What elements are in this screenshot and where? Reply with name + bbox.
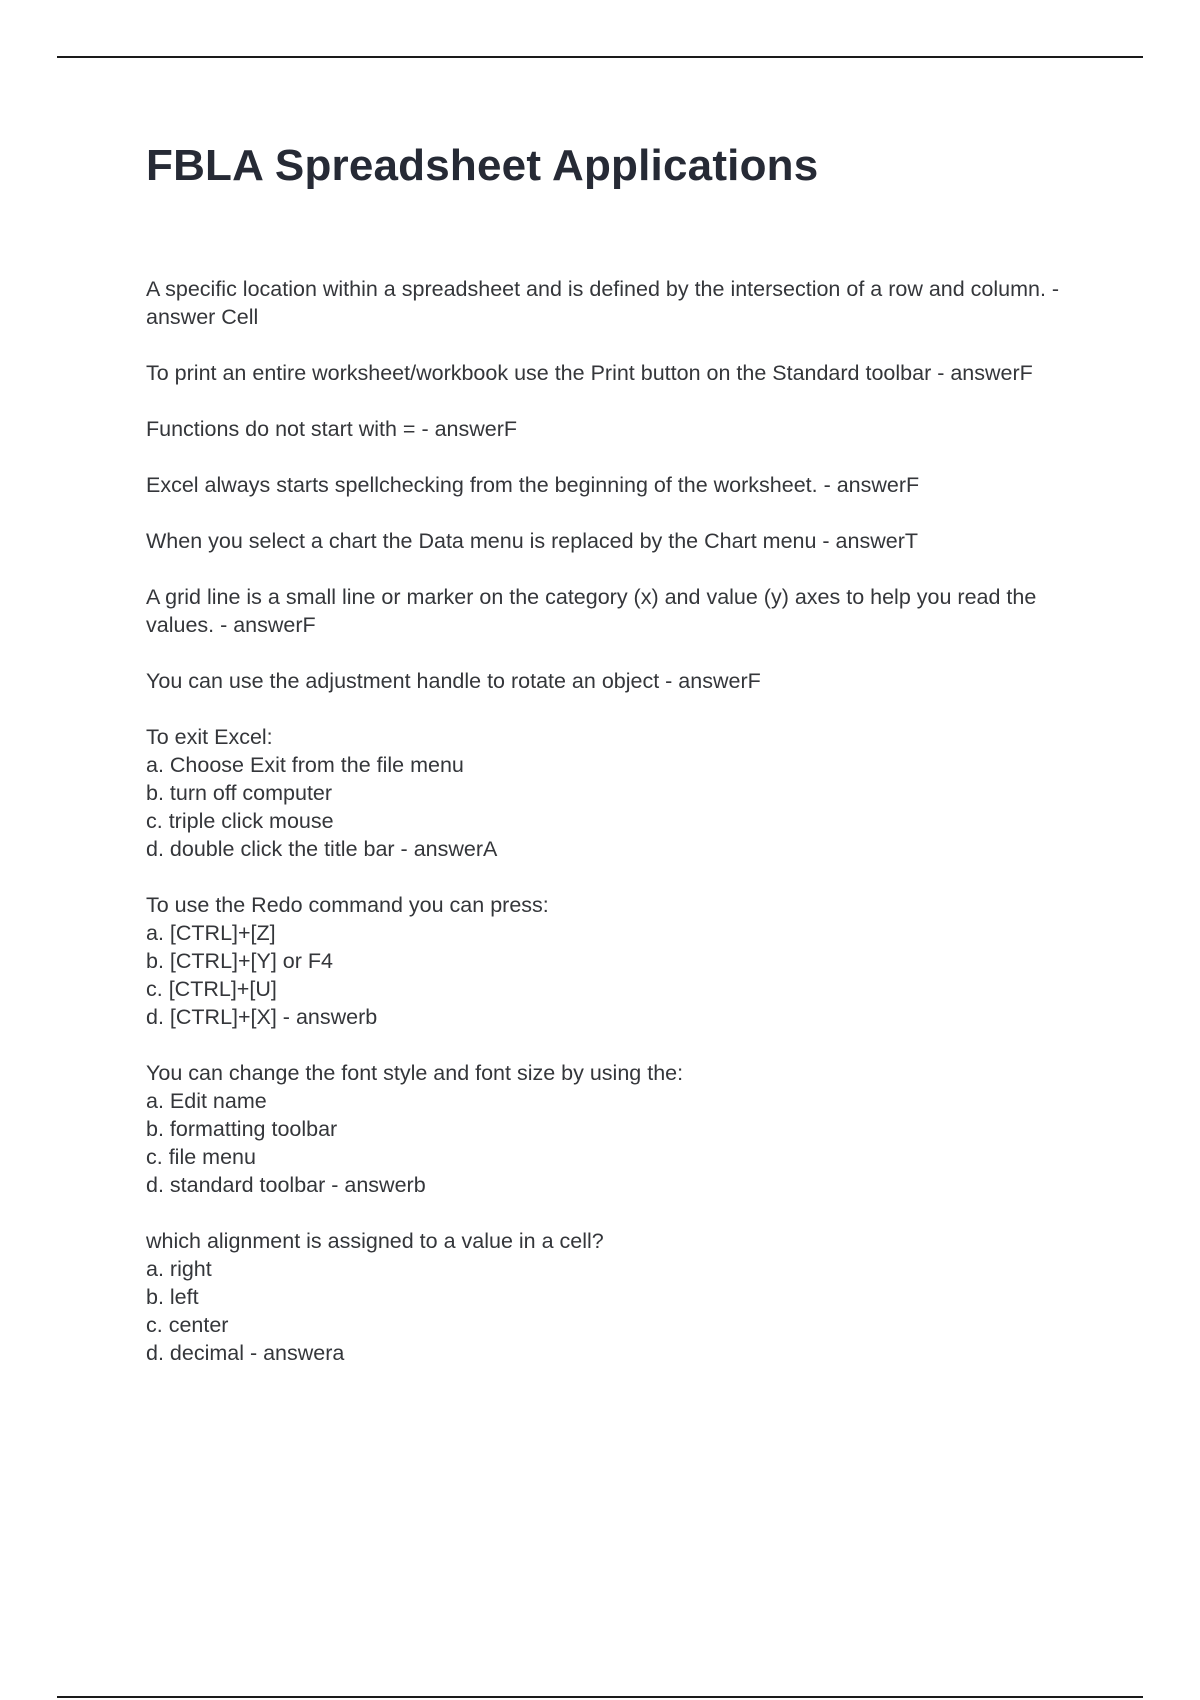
qa-question-text: Functions do not start with = - answerF (146, 416, 518, 441)
qa-question-text: You can change the font style and font size by using the: (146, 1060, 684, 1085)
qa-question-text: which alignment is assigned to a value in a cell? (146, 1228, 604, 1253)
qa-option-text: d. double click the title bar - answerA (146, 836, 498, 861)
qa-question-text: When you select a chart the Data menu is replaced by the Chart menu - answerT (146, 528, 918, 553)
qa-option-text: b. formatting toolbar (146, 1116, 338, 1141)
qa-option-text: c. file menu (146, 1144, 256, 1169)
qa-option-text: a. Edit name (146, 1088, 267, 1113)
qa-question-text: To print an entire worksheet/workbook use the Print button on the Standard toolbar - answerF (146, 360, 1033, 385)
qa-option-text: d. [CTRL]+[X] - answerb (146, 1004, 378, 1029)
qa-item (146, 667, 1086, 695)
qa-question-text: Excel always starts spellchecking from the beginning of the worksheet. - answerF (146, 472, 920, 497)
qa-item (146, 583, 1086, 639)
qa-option-text: a. right (146, 1256, 212, 1281)
qa-option-text: c. center (146, 1312, 229, 1337)
qa-option-text: c. [CTRL]+[U] (146, 976, 277, 1001)
qa-option-text: a. [CTRL]+[Z] (146, 920, 276, 945)
qa-option-text: d. standard toolbar - answerb (146, 1172, 426, 1197)
top-divider (57, 56, 1143, 58)
qa-option-text: b. turn off computer (146, 780, 333, 805)
qa-question-text: You can use the adjustment handle to rotate an object - answerF (146, 668, 761, 693)
qa-item (146, 275, 1086, 331)
document-body (146, 140, 1086, 1395)
question-list (146, 275, 1086, 1367)
qa-item (146, 359, 1086, 387)
qa-question-text: To exit Excel: (146, 724, 273, 749)
page-title: FBLA Spreadsheet Applications (146, 141, 819, 190)
qa-item (146, 1227, 1086, 1367)
qa-item (146, 527, 1086, 555)
qa-question-text: To use the Redo command you can press: (146, 892, 549, 917)
qa-option-text: b. left (146, 1284, 199, 1309)
qa-item (146, 723, 1086, 863)
qa-item (146, 1059, 1086, 1199)
qa-item (146, 891, 1086, 1031)
qa-question-text: A specific location within a spreadsheet and is defined by the intersection of a row and column. - answer Cell (146, 276, 1060, 329)
qa-question-text: A grid line is a small line or marker on the category (x) and value (y) axes to help you read the values. - answerF (146, 584, 1037, 637)
bottom-divider (57, 1696, 1143, 1698)
qa-option-text: c. triple click mouse (146, 808, 334, 833)
qa-item (146, 415, 1086, 443)
qa-option-text: a. Choose Exit from the file menu (146, 752, 464, 777)
qa-option-text: d. decimal - answera (146, 1340, 345, 1365)
qa-item (146, 471, 1086, 499)
qa-option-text: b. [CTRL]+[Y] or F4 (146, 948, 333, 973)
